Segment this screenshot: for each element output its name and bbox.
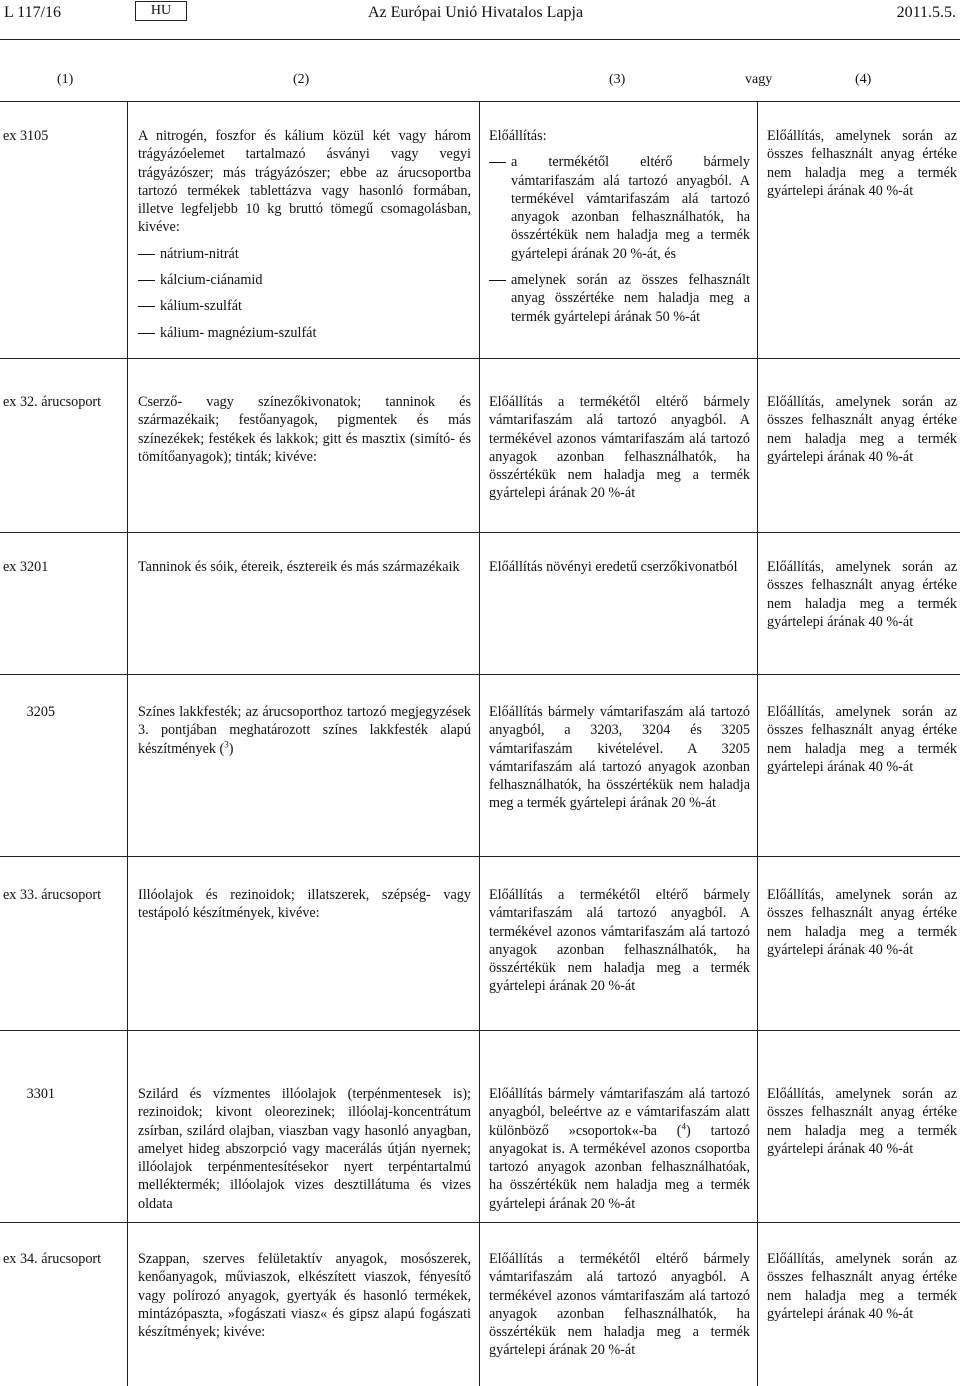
alternative-operation: Előállítás, amelynek során az összes felhasznált anyag értéke nem haladja meg a termék gyártelepi árának 40 %-át	[767, 559, 957, 630]
working-operation: Előállítás a termékétől eltérő bármely vámtarifaszám alá tartozó anyagból. A termékével azonos vámtarifaszám alá tartozó anyagok azonban felhasználhatók, ha összértékük nem haladja meg a termék gyártelepi árának 20 %-át	[489, 887, 750, 995]
column-divider	[757, 101, 758, 1386]
row-divider	[0, 358, 960, 359]
exception-item: kálium- magnézium-szulfát	[138, 324, 471, 342]
product-description: Tanninok és sóik, étereik, észtereik és más származékaik	[138, 559, 460, 575]
alternative-operation: Előállítás, amelynek során az összes felhasznált anyag értéke nem haladja meg a termék gyártelepi árának 40 %-át	[767, 128, 957, 199]
alternative-operation: Előállítás, amelynek során az összes felhasznált anyag értéke nem haladja meg a termék gyártelepi árának 40 %-át	[767, 1086, 957, 1157]
working-operation	[489, 127, 750, 326]
alternative-operation: Előállítás, amelynek során az összes felhasznált anyag értéke nem haladja meg a termék gyártelepi árának 40 %-át	[767, 394, 957, 465]
working-operation: Előállítás a termékétől eltérő bármely vámtarifaszám alá tartozó anyagból. A termékével azonos vámtarifaszám alá tartozó anyagok azonban felhasználhatók, ha összértékük nem haladja meg a termék gyártelepi árának 20 %-át	[489, 394, 750, 502]
column-header-2: (2)	[293, 72, 310, 87]
row-divider	[0, 532, 960, 533]
publication-date: 2011.5.5.	[896, 4, 956, 21]
tariff-code: ex 34. árucsoport	[3, 1251, 102, 1267]
tariff-code: 3301	[26, 1086, 55, 1102]
alternative-operation: Előállítás, amelynek során az összes felhasznált anyag értéke nem haladja meg a termék gyártelepi árának 40 %-át	[767, 1251, 957, 1322]
alternative-operation: Előállítás, amelynek során az összes felhasznált anyag értéke nem haladja meg a termék gyártelepi árának 40 %-át	[767, 887, 957, 958]
description-text: A nitrogén, foszfor és kálium közül két vagy három trágyázóelemet tartalmazó ásványi vagy vegyi trágyázószer; más trágyázószer; ebbe az árucsoportba tartozó termékek tablettázva vagy hasonló formában, illetve legfeljebb 10 kg bruttó tömegű csomagolásban, kivéve:	[138, 128, 471, 236]
tariff-code: ex 3105	[3, 128, 49, 144]
column-header-1: (1)	[57, 72, 74, 87]
tariff-code: ex 33. árucsoport	[3, 887, 102, 903]
product-description: Szilárd és vízmentes illóolajok (terpénmentesek is); rezinoidok; kivont oleorezinek; illóolaj-koncentrátum zsírban, szilárd olajban, viaszban vagy hasonló anyagban, amelyet hideg abszorpció vagy macerálás útján nyernek; illóolajok terpénmentesítésekor nyert terpéntartalmú melléktermék; illóolajok vizes desztillátuma és vizes oldata	[138, 1086, 471, 1212]
row-divider	[0, 1222, 960, 1223]
working-operation: Előállítás bármely vámtarifaszám alá tartozó anyagból, a 3203, 3204 és 3205 vámtarifaszám kivételével. A 3205 vámtarifaszám alá tartozó anyagok azonban felhasználhatók, ha összértékük nem haladja meg a termék gyártelepi árának 20 %-át	[489, 704, 750, 812]
tariff-code: 3205	[26, 704, 55, 720]
operation-condition: a termékétől eltérő bármely vámtarifaszám alá tartozó anyagból. A termékével vámtarifaszám alá tartozó anyagok azonban felhasználhatók, ha összértékük nem haladja meg a termék gyártelepi árának 20 %-át, és	[489, 153, 750, 263]
exception-item: kálium-szulfát	[138, 297, 471, 315]
description-text-end: )	[228, 740, 234, 757]
footnote-reference[interactable]: 3	[224, 738, 229, 749]
language-badge: HU	[135, 1, 187, 21]
description-text: Színes lakkfesték; az árucsoporthoz tartozó megjegyzések 3. pontjában meghatározott színes lakkfesték alapú készítmények (	[138, 704, 471, 757]
tariff-code: ex 3201	[3, 559, 49, 575]
product-description	[138, 703, 471, 758]
footnote-reference[interactable]: 4	[681, 1120, 687, 1131]
column-header-or: vagy	[745, 72, 773, 87]
page-header	[0, 0, 960, 26]
row-divider	[0, 856, 960, 857]
column-divider	[479, 101, 480, 1386]
column-header-3: (3)	[609, 72, 626, 87]
page-reference: L 117/16	[4, 4, 62, 21]
product-description: Cserző- vagy színezőkivonatok; tanninok és származékaik; festőanyagok, pigmentek és más színezékek; festékek és lakkok; gitt és masztix (simító- és tömítőanyagok); tinták; kivéve:	[138, 394, 471, 465]
product-description: Szappan, szerves felületaktív anyagok, mosószerek, kenőanyagok, műviaszok, elkészített viaszok, fényesítő vagy polírozó anyagok, gyertyák és hasonló termékek, mintázópaszta, »fogászati viasz« és gipsz alapú fogászati készítmények; kivéve:	[138, 1251, 471, 1341]
column-header-rule	[0, 101, 960, 102]
operation-condition: amelynek során az összes felhasznált anyag összértéke nem haladja meg a termék gyártelepi árának 50 %-át	[489, 271, 750, 326]
header-rule	[0, 39, 960, 40]
operation-text-end: ) tartozó anyagokat is. A termékével azonos csoportba tartozó anyagok azonban felhasználhatóak, ha összértékük nem haladja meg a termék gyártelepi árának 20 %-át	[489, 1122, 750, 1212]
journal-title: Az Európai Unió Hivatalos Lapja	[368, 4, 584, 21]
row-divider	[0, 674, 960, 675]
working-operation: Előállítás növényi eredetű cserzőkivonatból	[489, 559, 738, 575]
operation-intro: Előállítás:	[489, 128, 547, 144]
exception-item: nátrium-nitrát	[138, 245, 471, 263]
column-header-4: (4)	[855, 72, 872, 87]
column-divider	[127, 101, 128, 1386]
tariff-code: ex 32. árucsoport	[3, 394, 102, 410]
working-operation	[489, 1085, 750, 1213]
alternative-operation: Előállítás, amelynek során az összes felhasznált anyag értéke nem haladja meg a termék gyártelepi árának 40 %-át	[767, 704, 957, 775]
operation-text: Előállítás bármely vámtarifaszám alá tartozó anyagból, beleértve az e vámtarifaszám alatt különböző »csoportok«-ba (	[489, 1086, 750, 1139]
working-operation: Előállítás a termékétől eltérő bármely vámtarifaszám alá tartozó anyagból. A termékével azonos vámtarifaszám alá tartozó anyagok azonban felhasználhatók, ha összértékük nem haladja meg a termék gyártelepi árának 20 %-át	[489, 1251, 750, 1359]
product-description	[138, 127, 471, 342]
product-description: Illóolajok és rezinoidok; illatszerek, szépség- vagy testápoló készítmények, kivéve:	[138, 887, 471, 922]
exception-item: kálcium-ciánamid	[138, 271, 471, 289]
row-divider	[0, 1030, 960, 1031]
